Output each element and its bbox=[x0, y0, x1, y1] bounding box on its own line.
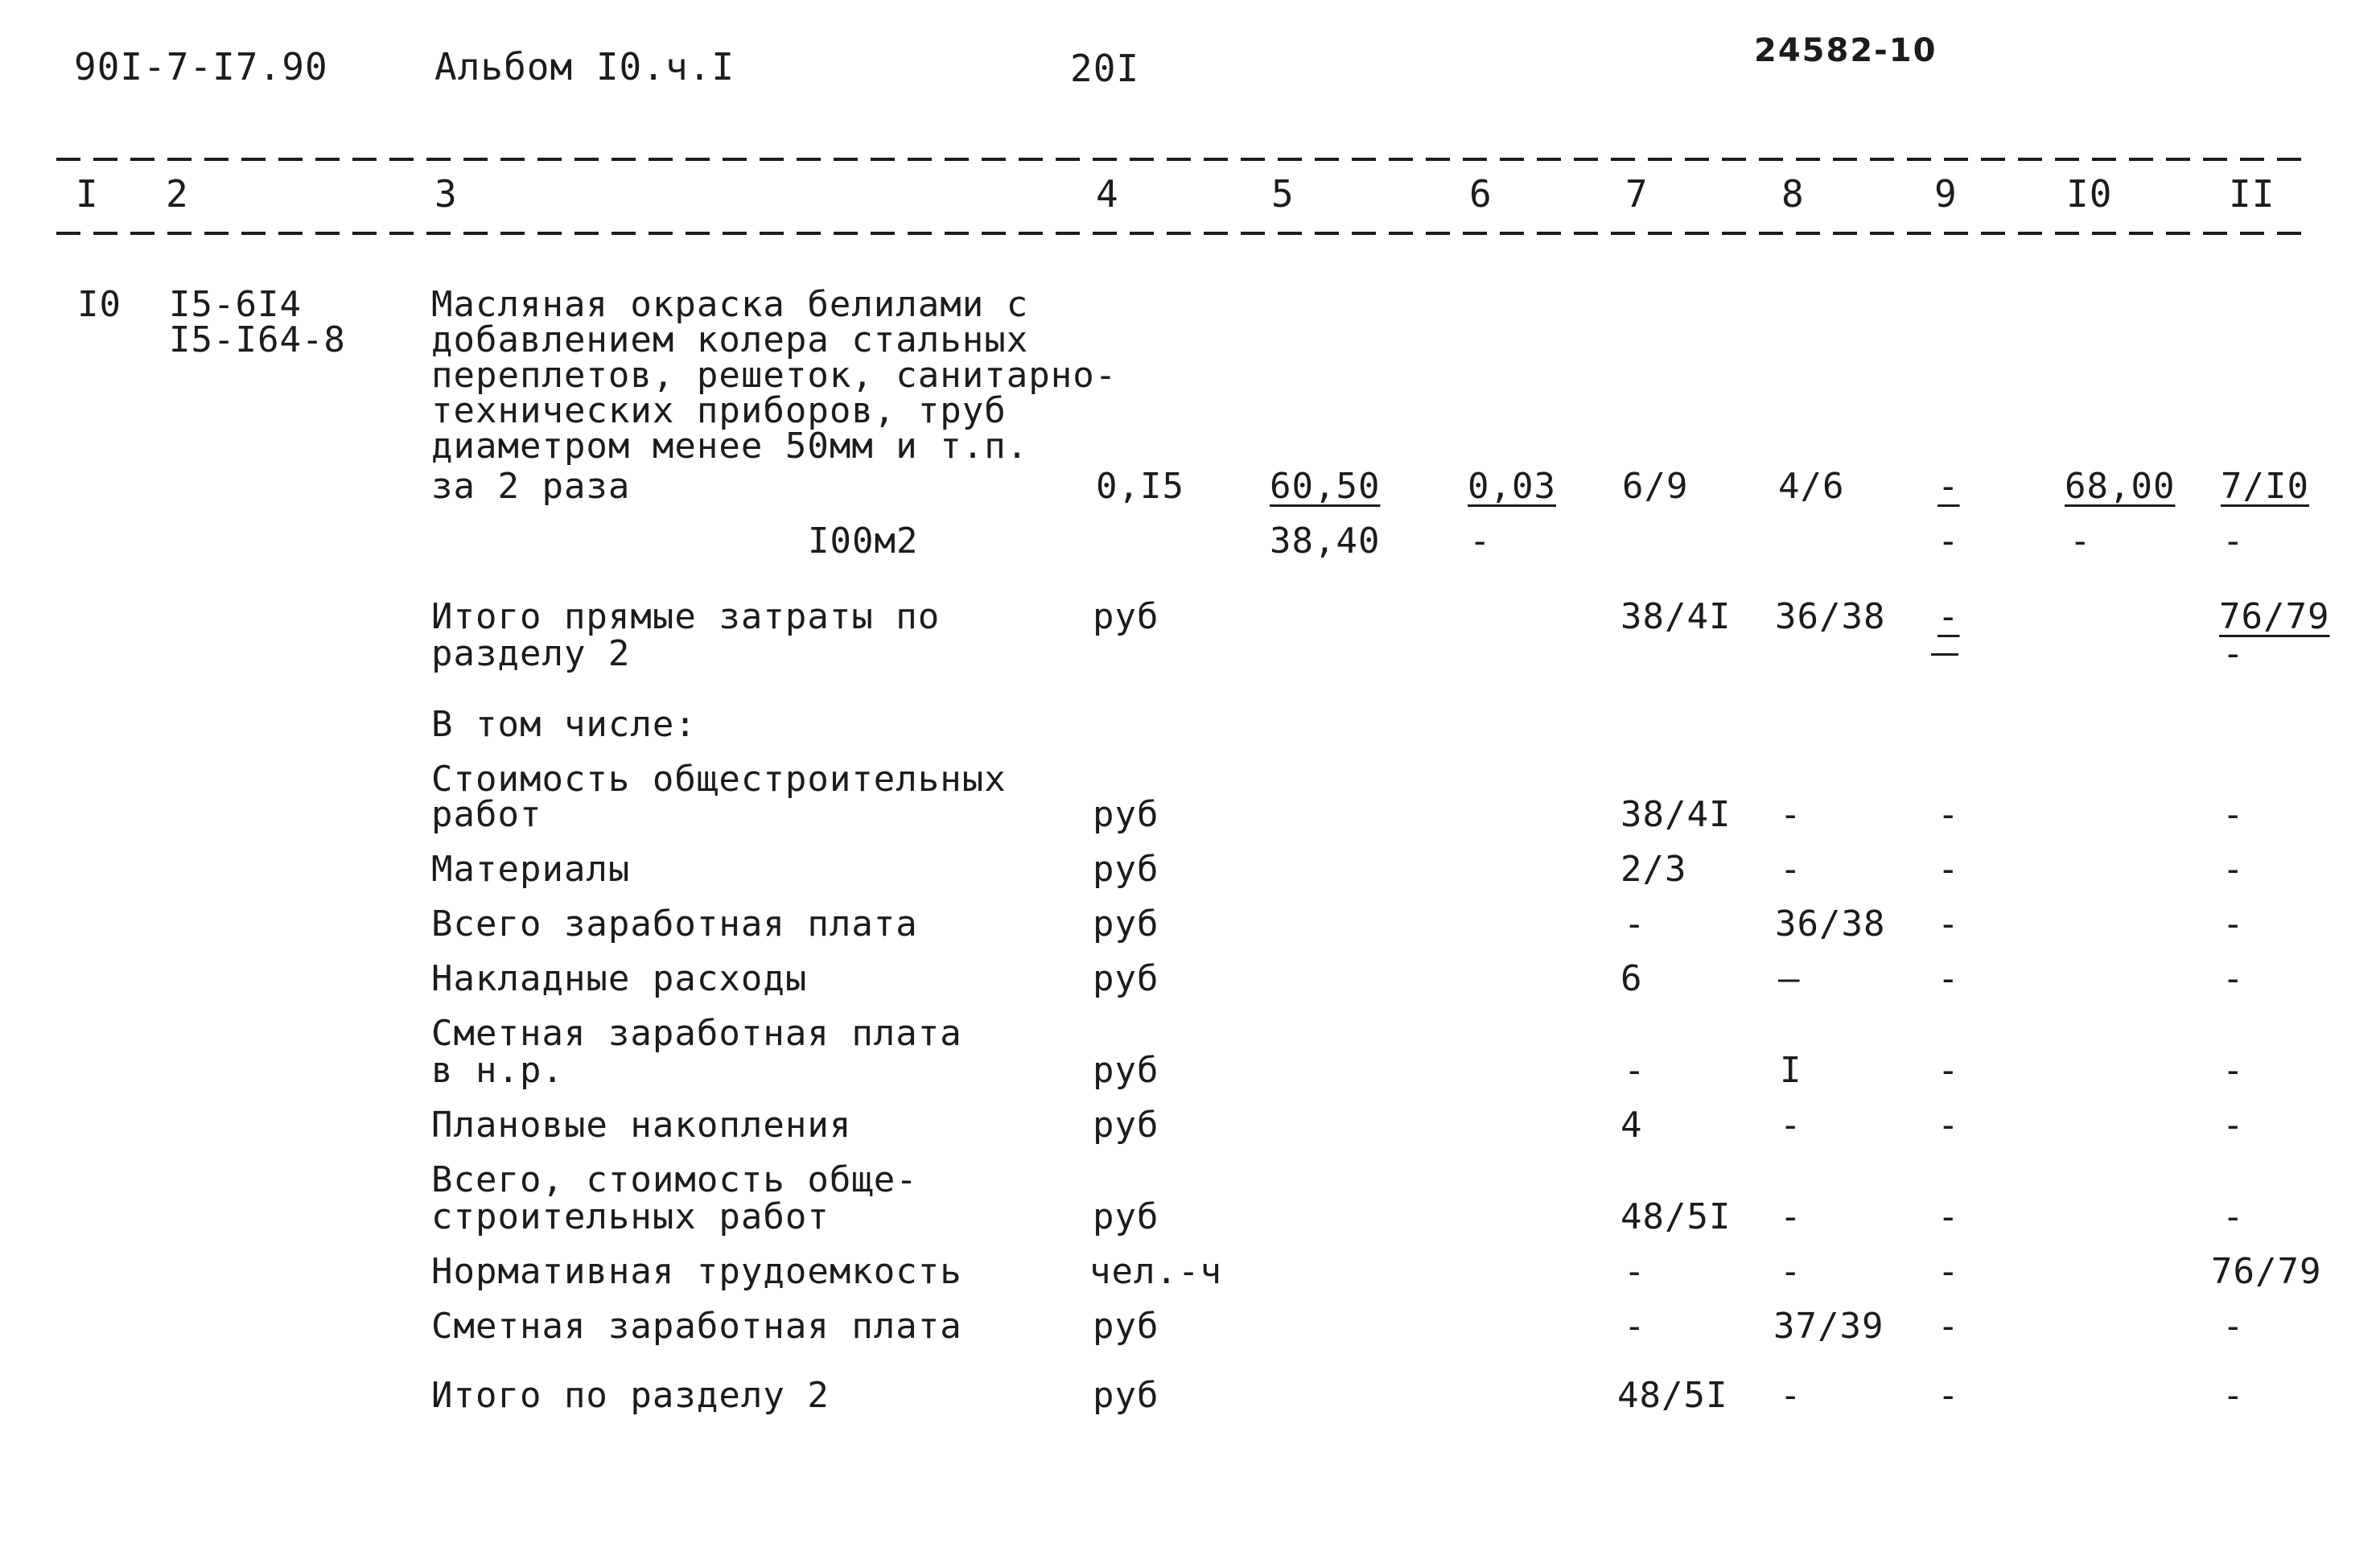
item-desc-line-1: Масляная окраска белилами с bbox=[431, 284, 1029, 325]
row-col7: 6 bbox=[1620, 958, 1643, 999]
col-header-6: 6 bbox=[1469, 172, 1493, 216]
item-desc-line-4: технических приборов, труб bbox=[431, 390, 1007, 431]
item-desc-line-5: диаметром менее 50мм и т.п. bbox=[431, 426, 1029, 467]
col-header-11: II bbox=[2229, 172, 2275, 216]
row-col7: - bbox=[1624, 903, 1646, 945]
row-col8: 36/38 bbox=[1775, 903, 1886, 945]
row-col8: - bbox=[1780, 1105, 1802, 1146]
item-col10-bottom: - bbox=[2069, 521, 2092, 562]
row-col7: - bbox=[1624, 1306, 1646, 1347]
row-col7: 2/3 bbox=[1620, 849, 1687, 890]
row-unit: руб bbox=[1093, 1105, 1159, 1146]
row-unit: чел.-ч bbox=[1089, 1251, 1222, 1292]
row-col9: - bbox=[1937, 958, 1960, 999]
row-label: Всего, стоимость обще- bbox=[431, 1159, 918, 1200]
row-col9: - bbox=[1937, 1050, 1960, 1091]
item-col5-bottom: 38,40 bbox=[1270, 521, 1381, 562]
page-number: 20I bbox=[1070, 47, 1140, 90]
row-label-cont: в н.р. bbox=[431, 1050, 564, 1091]
row-label: Нормативная трудоемкость bbox=[431, 1251, 962, 1292]
including-label: В том числе: bbox=[431, 704, 697, 745]
row-label: Стоимость общестроительных bbox=[431, 759, 1007, 800]
col-header-10: I0 bbox=[2066, 172, 2113, 216]
section-total-unit: руб bbox=[1093, 1375, 1159, 1416]
row-unit: руб bbox=[1093, 903, 1159, 945]
row-col9: - bbox=[1937, 1105, 1960, 1146]
row-unit: руб bbox=[1093, 1306, 1159, 1347]
row-col8: - bbox=[1780, 849, 1802, 890]
item-code-2: I5-I64-8 bbox=[169, 319, 346, 360]
section-total-col7: 48/5I bbox=[1617, 1375, 1728, 1416]
row-col11: - bbox=[2222, 958, 2245, 999]
row-col9: - bbox=[1937, 849, 1960, 890]
row-unit: руб bbox=[1093, 1050, 1159, 1091]
item-number: I0 bbox=[77, 284, 121, 325]
row-col9: - bbox=[1937, 1196, 1960, 1237]
col-header-9: 9 bbox=[1934, 172, 1958, 216]
row-col7: - bbox=[1624, 1050, 1646, 1091]
total-direct-col9-double-bar bbox=[1931, 653, 1958, 656]
row-col7: 38/4I bbox=[1620, 794, 1732, 835]
col-header-4: 4 bbox=[1096, 172, 1119, 216]
total-direct-label-2: разделу 2 bbox=[431, 633, 631, 674]
album-label: Альбом I0.ч.I bbox=[434, 45, 735, 88]
section-total-label: Итого по разделу 2 bbox=[431, 1375, 830, 1416]
item-col5-top: 60,50 bbox=[1270, 466, 1381, 507]
item-col11-top: 7/I0 bbox=[2221, 466, 2309, 507]
row-col11: - bbox=[2222, 794, 2245, 835]
item-col9-bottom: - bbox=[1937, 521, 1960, 562]
total-direct-col8: 36/38 bbox=[1775, 596, 1886, 637]
row-col7: 48/5I bbox=[1620, 1196, 1732, 1237]
total-direct-col9: - bbox=[1937, 596, 1960, 637]
item-desc-line-6: за 2 раза bbox=[431, 466, 631, 507]
item-desc-line-2: добавлением колера стальных bbox=[431, 319, 1029, 360]
row-label: Всего заработная плата bbox=[431, 903, 918, 945]
row-col7: - bbox=[1624, 1251, 1646, 1292]
item-code-1: I5-6I4 bbox=[169, 284, 302, 325]
item-col8: 4/6 bbox=[1778, 466, 1845, 507]
row-label-cont: строительных работ bbox=[431, 1196, 830, 1237]
row-col8: - bbox=[1780, 794, 1802, 835]
row-col11: - bbox=[2222, 1050, 2245, 1091]
row-unit: руб bbox=[1093, 1196, 1159, 1237]
total-direct-label-1: Итого прямые затраты по bbox=[431, 596, 941, 637]
col-header-7: 7 bbox=[1625, 172, 1649, 216]
item-unit: I00м2 bbox=[808, 521, 919, 562]
row-col7: 4 bbox=[1620, 1105, 1643, 1146]
col-header-5: 5 bbox=[1271, 172, 1295, 216]
row-unit: руб bbox=[1093, 849, 1159, 890]
header-bottom-rule bbox=[56, 232, 2309, 235]
row-label: Материалы bbox=[431, 849, 631, 890]
total-direct-unit: руб bbox=[1093, 596, 1159, 637]
item-col11-bottom: - bbox=[2222, 521, 2245, 562]
row-col9: - bbox=[1937, 903, 1960, 945]
row-unit: руб bbox=[1093, 958, 1159, 999]
item-col6-bottom: - bbox=[1469, 521, 1492, 562]
row-col8: 37/39 bbox=[1773, 1306, 1884, 1347]
handwritten-number: 24582-10 bbox=[1754, 32, 1937, 69]
row-col11: 76/79 bbox=[2211, 1251, 2322, 1292]
row-label: Накладные расходы bbox=[431, 958, 808, 999]
col-header-3: 3 bbox=[434, 172, 458, 216]
item-col6-top: 0,03 bbox=[1468, 466, 1556, 507]
item-desc-line-3: переплетов, решеток, санитарно- bbox=[431, 355, 1118, 396]
section-total-col11: - bbox=[2222, 1375, 2245, 1416]
col-header-8: 8 bbox=[1781, 172, 1805, 216]
item-col7: 6/9 bbox=[1622, 466, 1689, 507]
total-direct-col11: 76/79 bbox=[2219, 596, 2330, 637]
section-total-col8: - bbox=[1780, 1375, 1802, 1416]
row-col8: — bbox=[1778, 958, 1801, 999]
row-col11: - bbox=[2222, 1196, 2245, 1237]
row-col9: - bbox=[1937, 1306, 1960, 1347]
item-col10-top: 68,00 bbox=[2065, 466, 2176, 507]
row-col11: - bbox=[2222, 903, 2245, 945]
row-col11: - bbox=[2222, 849, 2245, 890]
header-top-rule bbox=[56, 158, 2309, 161]
row-col9: - bbox=[1937, 1251, 1960, 1292]
row-unit: руб bbox=[1093, 794, 1159, 835]
row-col8: I bbox=[1780, 1050, 1802, 1091]
document-code: 90I-7-I7.90 bbox=[74, 45, 328, 88]
row-col8: - bbox=[1780, 1251, 1802, 1292]
col-header-2: 2 bbox=[166, 172, 189, 216]
row-col9: - bbox=[1937, 794, 1960, 835]
row-col11: - bbox=[2222, 1105, 2245, 1146]
item-quantity: 0,I5 bbox=[1096, 466, 1184, 507]
total-direct-col11-bottom: - bbox=[2222, 633, 2245, 674]
col-header-1: I bbox=[76, 172, 99, 216]
row-label: Сметная заработная плата bbox=[431, 1306, 962, 1347]
row-col11: - bbox=[2222, 1306, 2245, 1347]
item-col9-top: - bbox=[1937, 466, 1960, 507]
total-direct-col7: 38/4I bbox=[1620, 596, 1732, 637]
row-label: Плановые накопления bbox=[431, 1105, 852, 1146]
row-label-cont: работ bbox=[431, 794, 542, 835]
row-label: Сметная заработная плата bbox=[431, 1013, 962, 1054]
row-col8: - bbox=[1780, 1196, 1802, 1237]
section-total-col9: - bbox=[1937, 1375, 1960, 1416]
